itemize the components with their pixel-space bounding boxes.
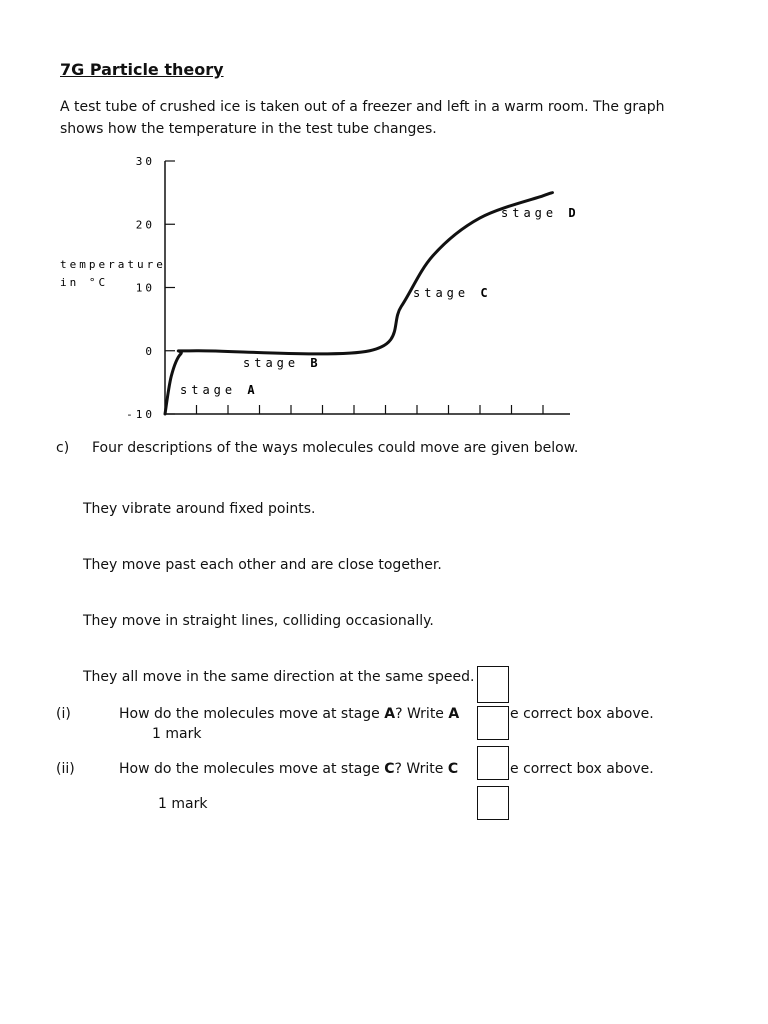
y-tick-label: 20 — [135, 218, 155, 232]
stage-label-a: stage A — [180, 383, 259, 397]
y-tick-label: 30 — [135, 155, 155, 168]
sub-question-2-label: (ii) — [56, 761, 75, 777]
graph-axes — [165, 161, 570, 414]
y-tick-labels — [126, 155, 155, 421]
stage-label-d: stage D — [501, 206, 580, 220]
sub-question-1-text-tail: e correct box above. — [510, 706, 654, 722]
answer-box-2[interactable] — [477, 706, 509, 740]
y-tick-label: 10 — [135, 281, 155, 295]
option-same-direction: They all move in the same direction at the same speed. — [83, 669, 475, 685]
y-axis-label-line2: in °C — [60, 276, 109, 289]
option-straight-lines: They move in straight lines, colliding occasionally. — [83, 613, 434, 629]
sub-question-1-marks: 1 mark — [152, 726, 202, 742]
question-part-label: c) — [56, 440, 70, 456]
answer-box-4[interactable] — [477, 786, 509, 820]
sub-question-1-text: How do the molecules move at stage A? Write A — [119, 706, 460, 722]
temperature-line — [165, 193, 552, 414]
sub-question-2-text: How do the molecules move at stage C? Write C — [119, 761, 459, 777]
sub-question-1-label: (i) — [56, 706, 71, 722]
sub-question-2-marks: 1 mark — [158, 796, 208, 812]
graph-curve — [165, 193, 552, 414]
intro-text: A test tube of crushed ice is taken out of a freezer and left in a warm room. The graph shows how the temperature in the test tube changes. — [60, 99, 665, 137]
answer-box-3[interactable] — [477, 746, 509, 780]
stage-label-b: stage B — [243, 356, 322, 370]
answer-box-1[interactable] — [477, 666, 509, 703]
temperature-graph — [0, 0, 768, 440]
stage-label-c: stage C — [413, 286, 492, 300]
page-title: 7G Particle theory — [60, 60, 224, 79]
y-tick-label: -10 — [126, 408, 155, 421]
y-tick-label: 0 — [145, 344, 155, 358]
sub-question-2-text-tail: e correct box above. — [510, 761, 654, 777]
option-vibrate: They vibrate around fixed points. — [83, 501, 316, 517]
option-move-past: They move past each other and are close together. — [83, 557, 442, 573]
y-axis-label-line1: temperature — [60, 258, 166, 271]
question-lead: Four descriptions of the ways molecules could move are given below. — [92, 440, 579, 456]
